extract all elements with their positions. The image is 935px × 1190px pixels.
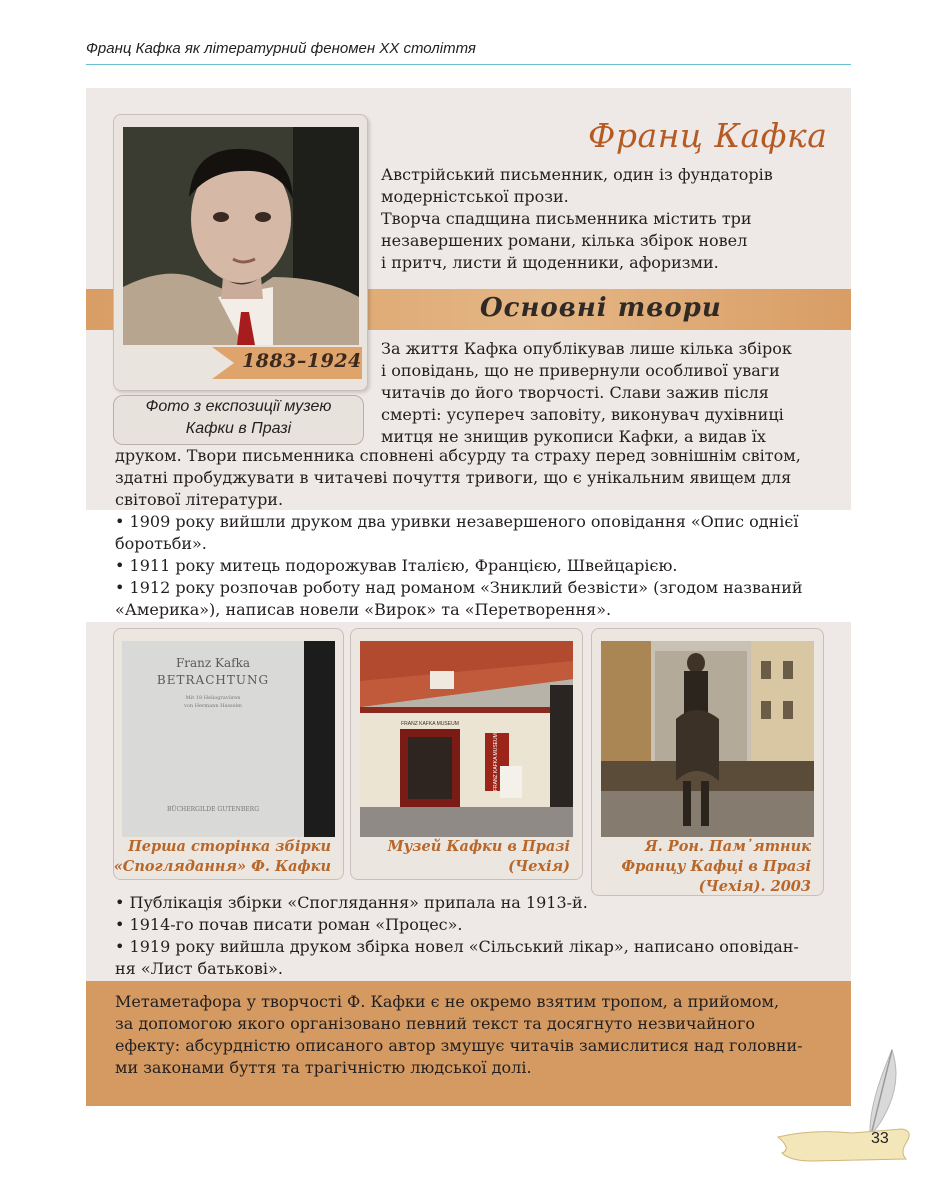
photo-caption [388, 837, 570, 877]
author-intro [381, 164, 841, 274]
book-subtitle: von Hermann Hasselm [184, 703, 242, 709]
kafka-museum-image [360, 641, 573, 837]
photo-caption [621, 837, 811, 897]
caption-line: Музей Кафки в Празі [387, 838, 570, 855]
museum-banner-text: FRANZ KAFKA MUSEUM [493, 733, 499, 791]
life-years: 1883–1924 [242, 350, 362, 372]
kafka-portrait-image [123, 127, 359, 345]
metaphor-line: за допомогою якого організовано певний текст та досягнуто незвичайного [115, 1014, 756, 1033]
kafka-monument-image [601, 641, 814, 837]
caption-line: Фото з експозиції музею [145, 398, 332, 415]
intro-line: Творча спадщина письменника містить три [381, 209, 752, 228]
works-line: митця не знищив рукописи Кафки, а видав їх [381, 427, 766, 446]
caption-line: Францу Кафці в Празі [621, 858, 811, 875]
book-title: BETRACHTUNG [156, 673, 270, 687]
list-item: боротьби». [115, 534, 207, 553]
works-paragraph-continued [115, 445, 845, 511]
intro-line: модерністської прози. [381, 187, 569, 206]
caption-line: «Споглядання» Ф. Кафки [113, 858, 331, 875]
photo-card-monument [591, 628, 824, 896]
works-paragraph [381, 338, 841, 448]
quill-scroll-icon [772, 1045, 922, 1165]
list-item: «Америка»), написав новели «Вирок» та «Перетворення». [115, 600, 612, 619]
caption-line: Я. Рон. Пам᾿ятник [644, 838, 811, 855]
metaphor-line: Метаметафора у творчості Ф. Кафки є не окремо взятим тропом, а прийомом, [115, 992, 780, 1011]
list-item: • Публікація збірки «Споглядання» припала на 1913-й. [115, 893, 588, 912]
betrachtung-page-image [122, 641, 335, 837]
book-subtitle: Mit 18 Heliogravüren [185, 695, 241, 701]
caption-line: Кафки в Празі [185, 420, 292, 437]
chronology-list-bottom [115, 892, 845, 980]
list-item: • 1919 року вийшла друком збірка новел «Сільський лікар», написано оповідан- [115, 937, 799, 956]
metaphor-line: ми законами буття та трагічністю людської долі. [115, 1058, 532, 1077]
photo-card-museum [350, 628, 583, 880]
section-title: Основні твори [480, 293, 722, 323]
book-author: Franz Kafka [175, 656, 251, 670]
list-item: • 1911 року митець подорожував Італією, Францією, Швейцарією. [115, 556, 678, 575]
works-line: За життя Кафка опублікував лише кілька збірок [381, 339, 792, 358]
works-line: і оповідань, що не привернули особливої уваги [381, 361, 780, 380]
book-publisher: BÜCHERGILDE GUTENBERG [166, 806, 260, 813]
intro-line: Австрійський письменник, один із фундаторів [381, 165, 773, 184]
list-item: • 1912 року розпочав роботу над романом «Зниклий безвісти» (згодом названий [115, 578, 803, 597]
works-line: друком. Твори письменника сповнені абсурду та страху перед зовнішнім світом, [115, 446, 801, 465]
works-line: смерті: усупереч заповіту, виконувач духівниці [381, 405, 784, 424]
museum-sign-text: FRANZ KAFKA MUSEUM [401, 721, 459, 727]
portrait-caption [113, 395, 364, 445]
works-line: читачів до його творчості. Слави зажив після [381, 383, 769, 402]
intro-line: і притч, листи й щоденники, афоризми. [381, 253, 719, 272]
caption-line: Перша сторінка збірки [128, 838, 331, 855]
running-header: Франц Кафка як літературний феномен ХХ століття [86, 40, 476, 57]
works-line: світової літератури. [115, 490, 284, 509]
list-item: ня «Лист батькові». [115, 959, 283, 978]
metaphor-line: ефекту: абсурдністю описаного автор змушує читачів замислитися над головни- [115, 1036, 803, 1055]
caption-line: (Чехія) [508, 858, 570, 875]
list-item: • 1914-го почав писати роман «Процес». [115, 915, 463, 934]
caption-line: (Чехія). 2003 [698, 878, 811, 895]
author-name: Франц Кафка [588, 116, 828, 155]
page-number: 33 [871, 1130, 889, 1147]
intro-line: незавершених романи, кілька збірок новел [381, 231, 748, 250]
list-item: • 1909 року вийшли друком два уривки незавершеного оповідання «Опис однієї [115, 512, 799, 531]
header-rule [86, 64, 851, 65]
metaphor-text [115, 991, 845, 1079]
photo-card-book [113, 628, 344, 880]
works-line: здатні пробуджувати в читачеві почуття тривоги, що є унікальним явищем для [115, 468, 792, 487]
chronology-list-top [115, 511, 845, 621]
photo-caption [114, 837, 331, 877]
